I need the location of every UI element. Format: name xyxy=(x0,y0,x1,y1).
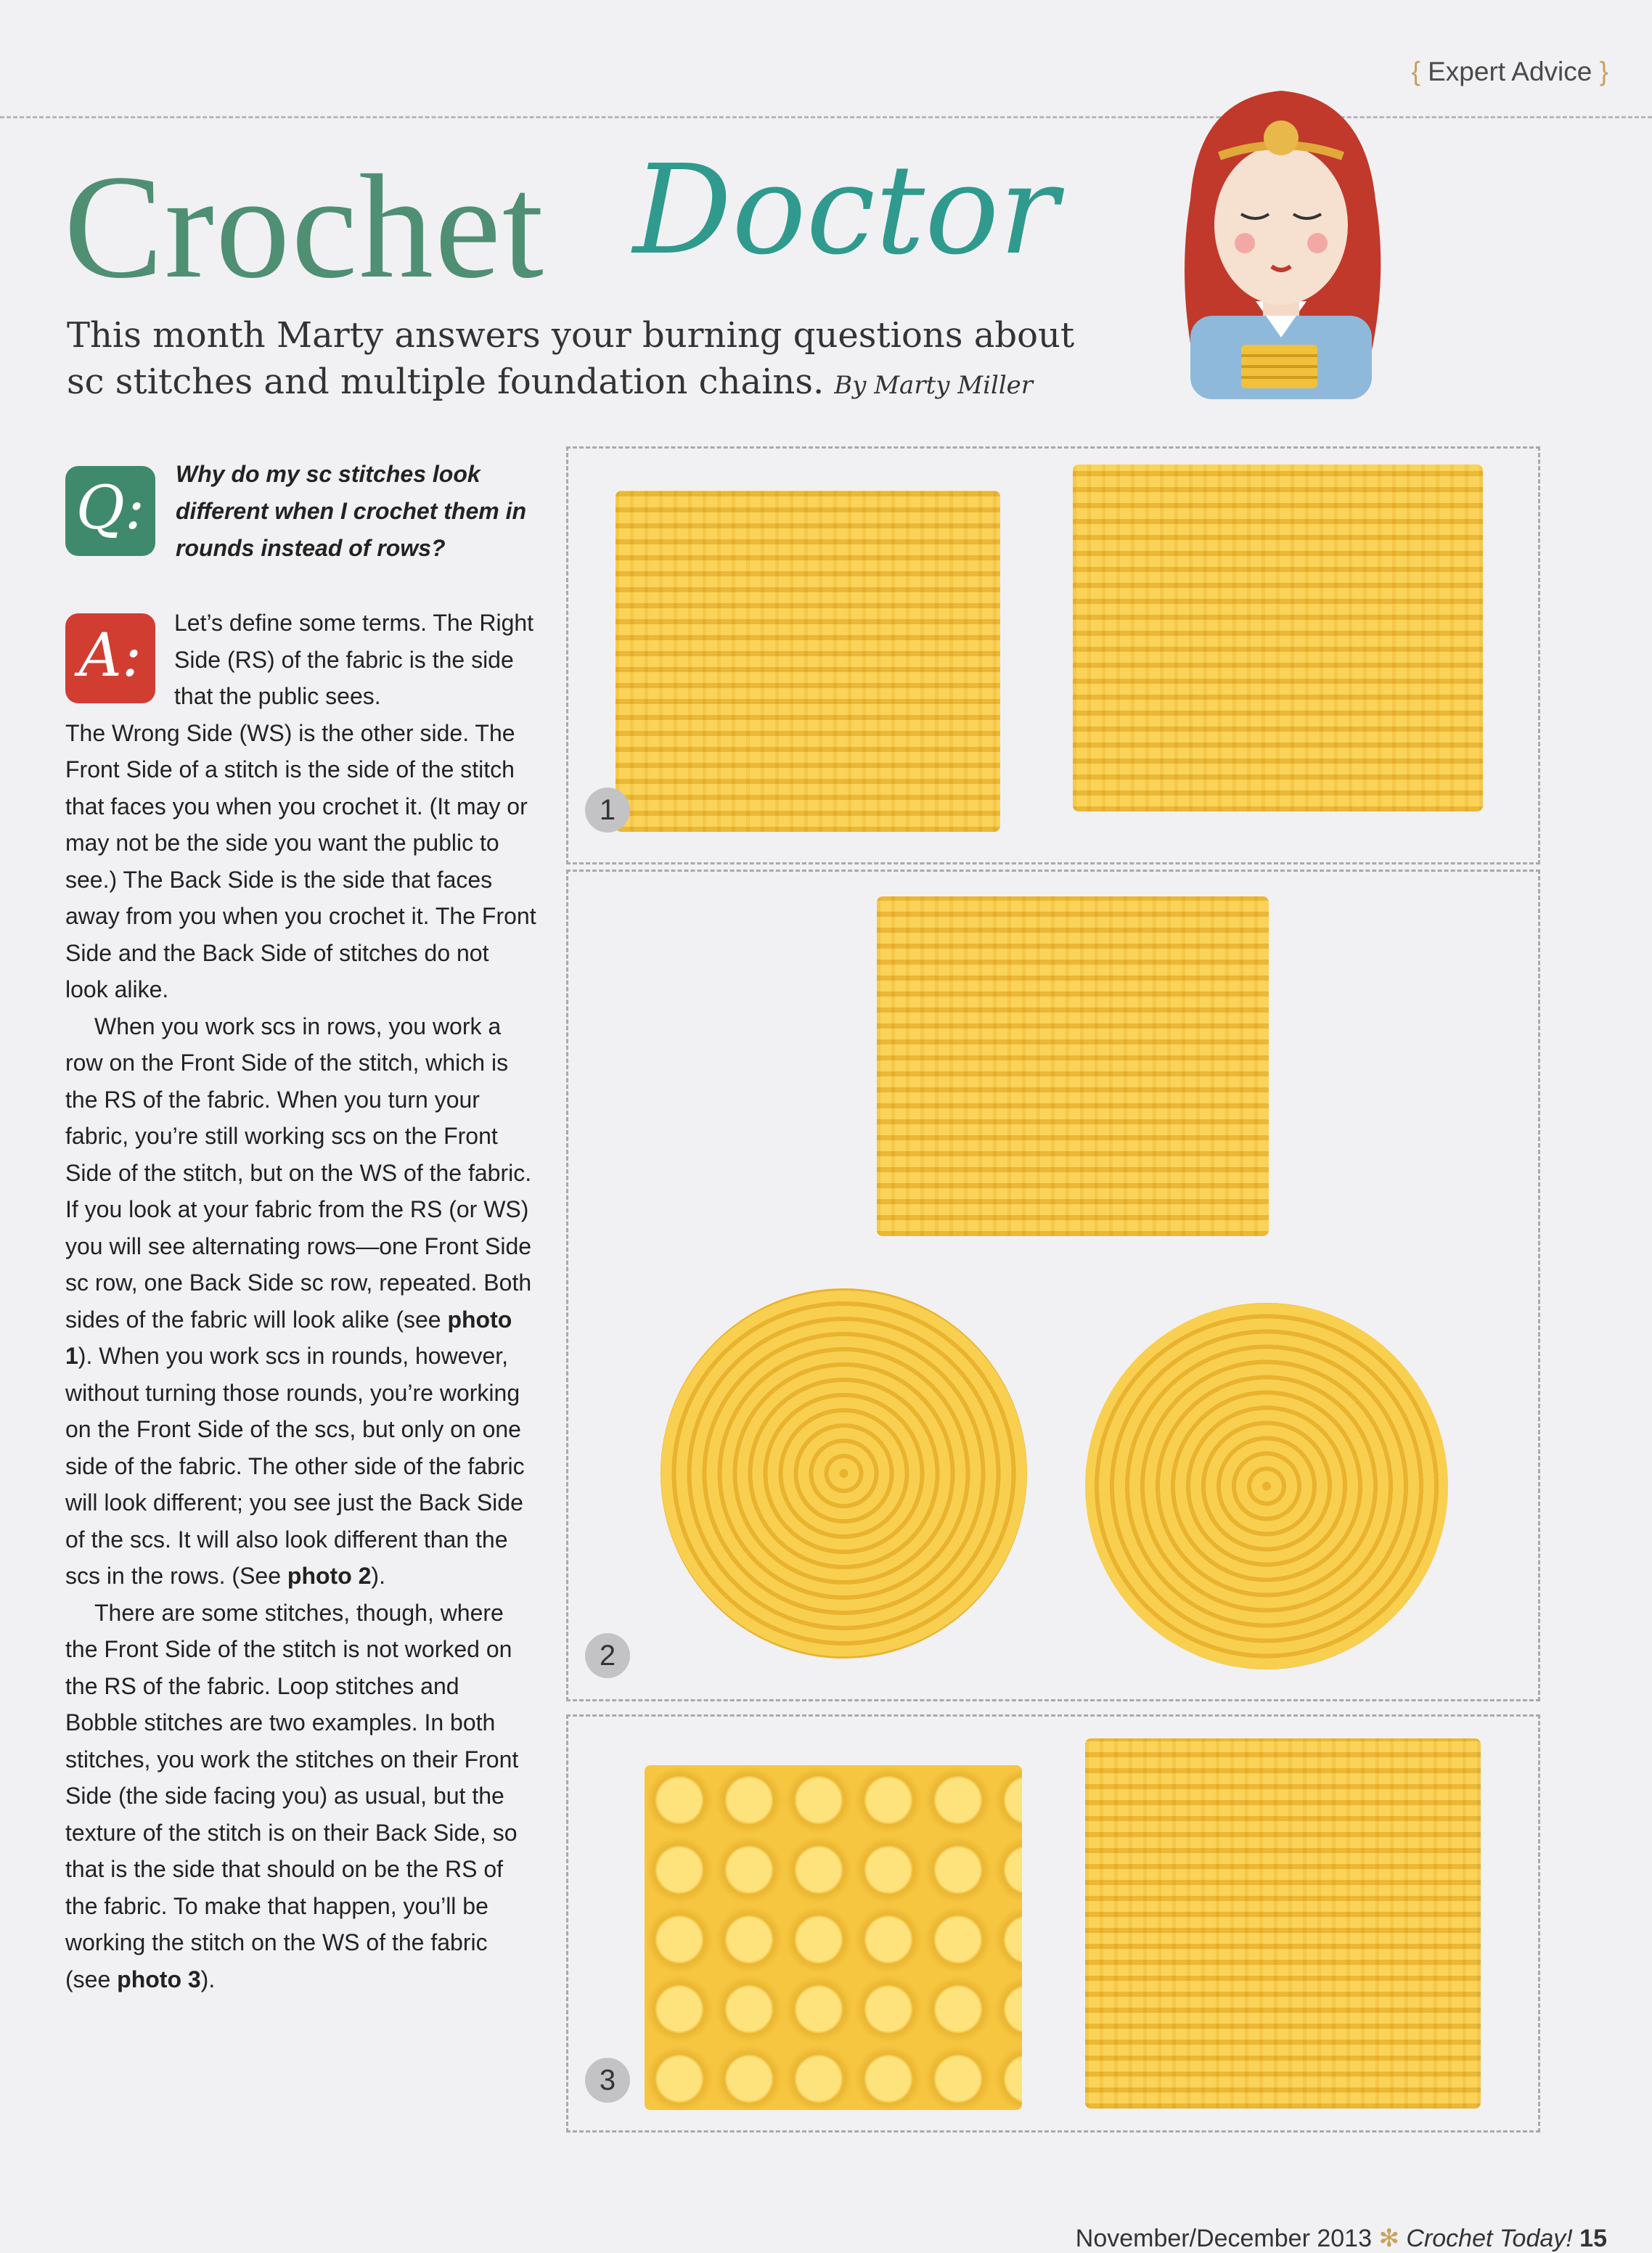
question-text: Why do my sc stitches look different when I crochet them in rounds instead of rows? xyxy=(176,461,527,561)
marty-illustration xyxy=(1147,69,1415,399)
photo-3-wrong-side-swatch xyxy=(1085,1738,1481,2109)
page-number: 15 xyxy=(1579,2225,1607,2252)
page-title: Crochet xyxy=(64,144,545,309)
answer-icon: A: xyxy=(65,613,155,703)
question-icon: Q: xyxy=(65,466,155,556)
photo-1-swatch-back xyxy=(1073,465,1483,811)
answer-paragraph-1: The Wrong Side (WS) is the other side. The Front Side of a stitch is the side of the stitch that faces you when you crochet it. (It may or may not be the side you want the public to see.) The Back Side is the side that faces away from you when you crochet it. The Front Side and the Back Side of stitches do not look alike. xyxy=(65,719,536,1002)
section-label: { Expert Advice } xyxy=(1411,57,1608,86)
photo-2-round-back xyxy=(1085,1303,1448,1669)
yarn-ball-icon xyxy=(1264,120,1299,155)
photo-1-number: 1 xyxy=(585,788,630,833)
subtitle: This month Marty answers your burning questions about sc stitches and multiple foundation chains. By Marty Miller xyxy=(67,315,1075,402)
answer-body xyxy=(65,605,537,1998)
page-title-script: Doctor xyxy=(633,139,1058,282)
photo-3-number: 3 xyxy=(585,2058,630,2103)
photo-1-swatch-front xyxy=(616,491,1000,832)
photo-2-swatch-rows xyxy=(877,896,1269,1236)
photo-2-number: 2 xyxy=(585,1633,630,1678)
answer-paragraph-2: When you work scs in rows, you work a row on the Front Side of the stitch, which is the RS of the fabric. When you turn your fabric, you’re still working scs on the Front Side of the stitch, but on the WS of the fabric. If you look at your fabric from the RS (or WS) you will see alternating rows—one Front Side sc row, one Back Side sc row, repeated. Both sides of the fabric will look alike (see photo 1). When you work scs in rounds, however, without turning those rounds, you’re working on the Front Side of the scs, but only on one side of the fabric. The other side of the fabric will look different; you see just the Back Side of the scs. It will also look different than the scs in the rows. (See photo 2). xyxy=(65,1013,532,1589)
photo-3-bobble-swatch xyxy=(645,1765,1022,2110)
answer-paragraph-3: There are some stitches, though, where the Front Side of the stitch is not worked on the RS of the fabric. Loop stitches and Bobble stitches are two examples. In both stitches, you work the stitches on their Front Side (the side facing you) as usual, but the texture of the stitch is on their Back Side, so that is the side that should on be the RS of the fabric. To make that happen, you’ll be working the stitch on the WS of the fabric (see photo 3). xyxy=(65,1599,519,1992)
photo-2-round-front xyxy=(661,1288,1027,1659)
page-footer: November/December 2013 ✻ Crochet Today! 15 xyxy=(1075,2225,1607,2252)
answer-lead: Let’s define some terms. The Right Side (RS) of the fabric is the side that the public sees. xyxy=(174,610,534,709)
byline: By Marty Miller xyxy=(834,371,1034,400)
